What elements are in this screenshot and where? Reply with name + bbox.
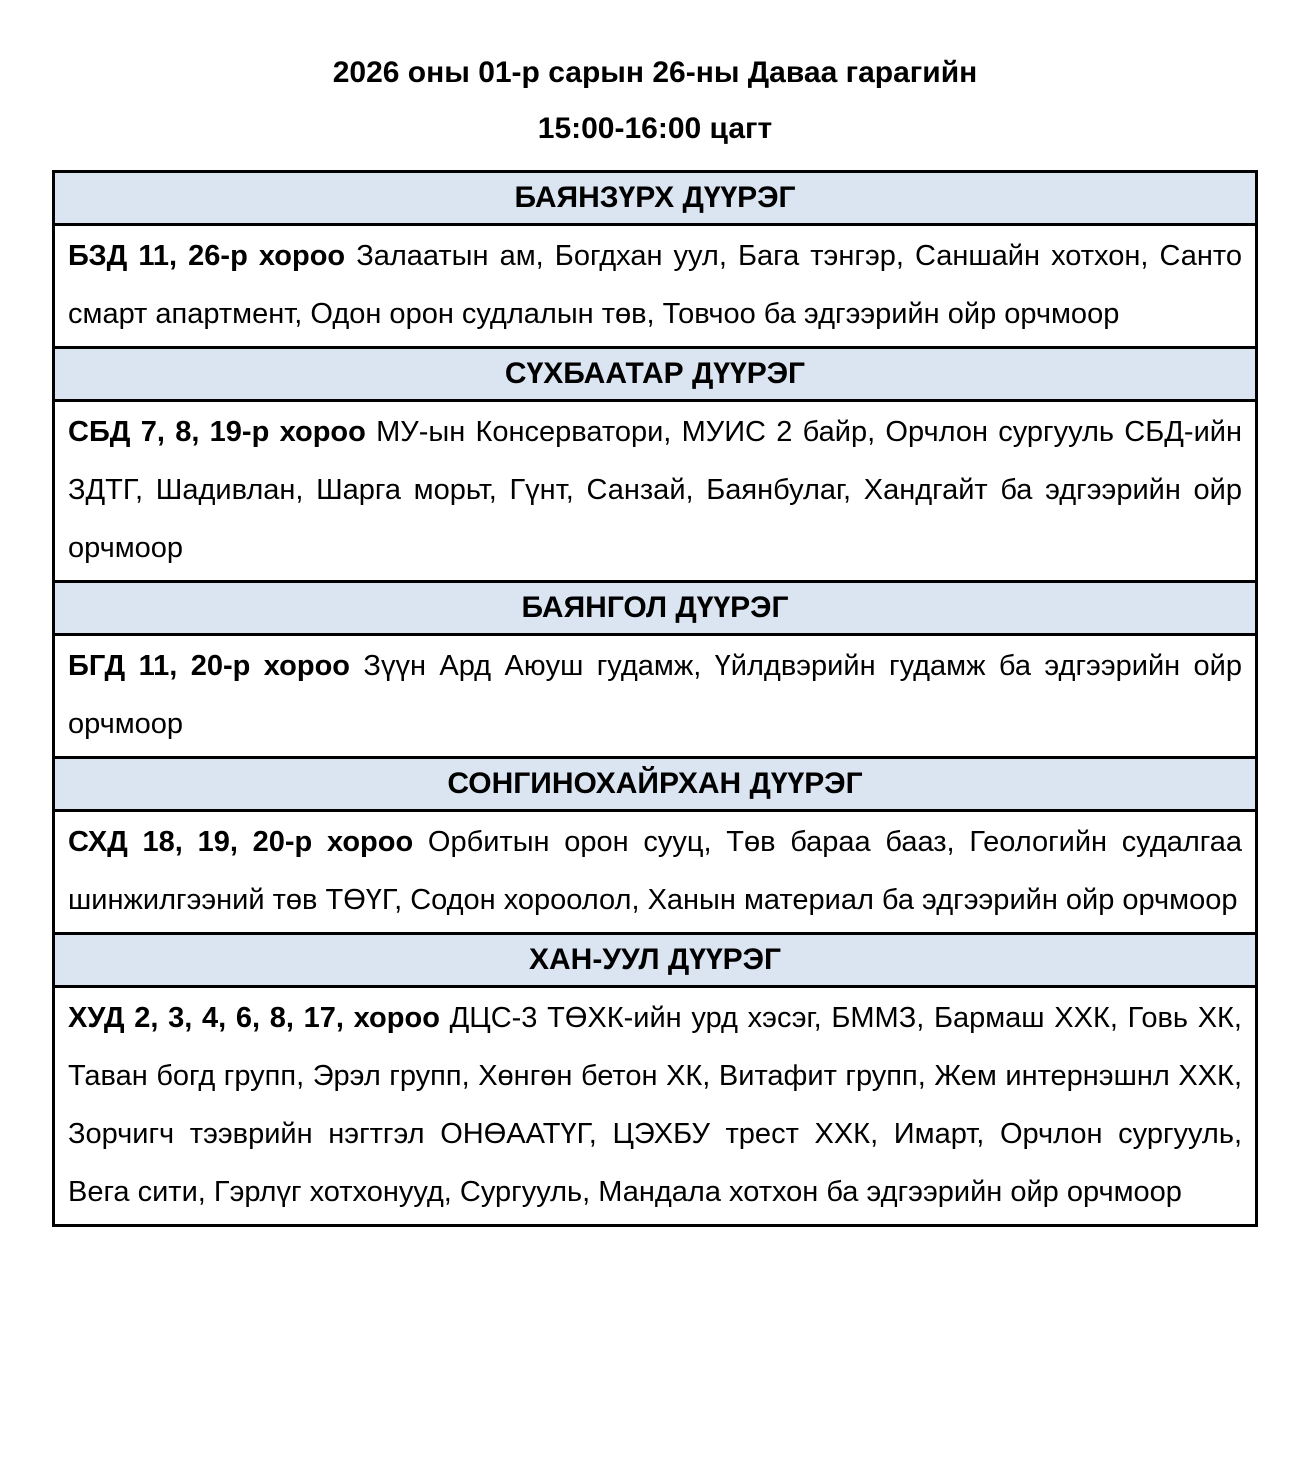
district-header: БАЯНГОЛ ДҮҮРЭГ [55, 580, 1255, 636]
outage-details: Залаатын ам, Богдхан уул, Бага тэнгэр, Саншайн хотхон, Санто смарт апартмент, Одон орон судлалын төв, Товчоо ба эдгээрийн ойр орчмоор [68, 240, 1242, 330]
district-section [55, 756, 1255, 932]
khoroo-label: СХД 18, 19, 20-р хороо [68, 826, 428, 858]
district-header: СОНГИНОХАЙРХАН ДҮҮРЭГ [55, 756, 1255, 812]
district-header: СҮХБААТАР ДҮҮРЭГ [55, 346, 1255, 402]
khoroo-label: БЗД 11, 26-р хороо [68, 240, 357, 272]
district-header: БАЯНЗҮРХ ДҮҮРЭГ [55, 173, 1255, 226]
document-title-time: 15:00-16:00 цагт [537, 112, 773, 145]
district-section [55, 173, 1255, 346]
district-body [55, 226, 1255, 346]
district-body [55, 636, 1255, 756]
khoroo-label: ХУД 2, 3, 4, 6, 8, 17, хороо [68, 1002, 450, 1034]
khoroo-label: БГД 11, 20-р хороо [68, 650, 364, 682]
district-body [55, 402, 1255, 580]
district-section [55, 580, 1255, 756]
document-title-block [0, 0, 1310, 146]
document-title-date: 2026 оны 01-р сарын 26-ны Даваа гарагийн [332, 56, 978, 89]
district-body [55, 988, 1255, 1224]
khoroo-label: СБД 7, 8, 19-р хороо [68, 416, 377, 448]
district-header: ХАН-УУЛ ДҮҮРЭГ [55, 932, 1255, 988]
outage-table [52, 170, 1258, 1227]
outage-details: ДЦС-3 ТӨХК-ийн урд хэсэг, БММЗ, Бармаш ХХК, Говь ХК, Таван богд групп, Эрэл групп, Хөнгөн бетон ХК, Витафит групп, Жем интернэшнл ХХК, Зорчигч тээврийн нэгтгэл ОНӨААТҮГ, ЦЭХБУ трест ХХК, Имарт, Орчлон сургууль, Вега сити, Гэрлүг хотхонууд, Сургууль, Мандала хотхон ба эдгээрийн ойр орчмоор [68, 1002, 1242, 1208]
district-section [55, 346, 1255, 580]
district-section [55, 932, 1255, 1224]
outage-details: МУ-ын Консерватори, МУИС 2 байр, Орчлон сургууль СБД-ийн ЗДТГ, Шадивлан, Шарга морьт, Гүнт, Санзай, Баянбулаг, Хандгайт ба эдгээрийн ойр орчмоор [68, 416, 1242, 564]
outage-details: Зүүн Ард Аюуш гудамж, Үйлдвэрийн гудамж ба эдгээрийн ойр орчмоор [68, 650, 1243, 740]
outage-details: Орбитын орон сууц, Төв бараа бааз, Геологийн судалгаа шинжилгээний төв ТӨҮГ, Содон хороолол, Ханын материал ба эдгээрийн ойр орчмоор [68, 826, 1242, 916]
district-body [55, 812, 1255, 932]
